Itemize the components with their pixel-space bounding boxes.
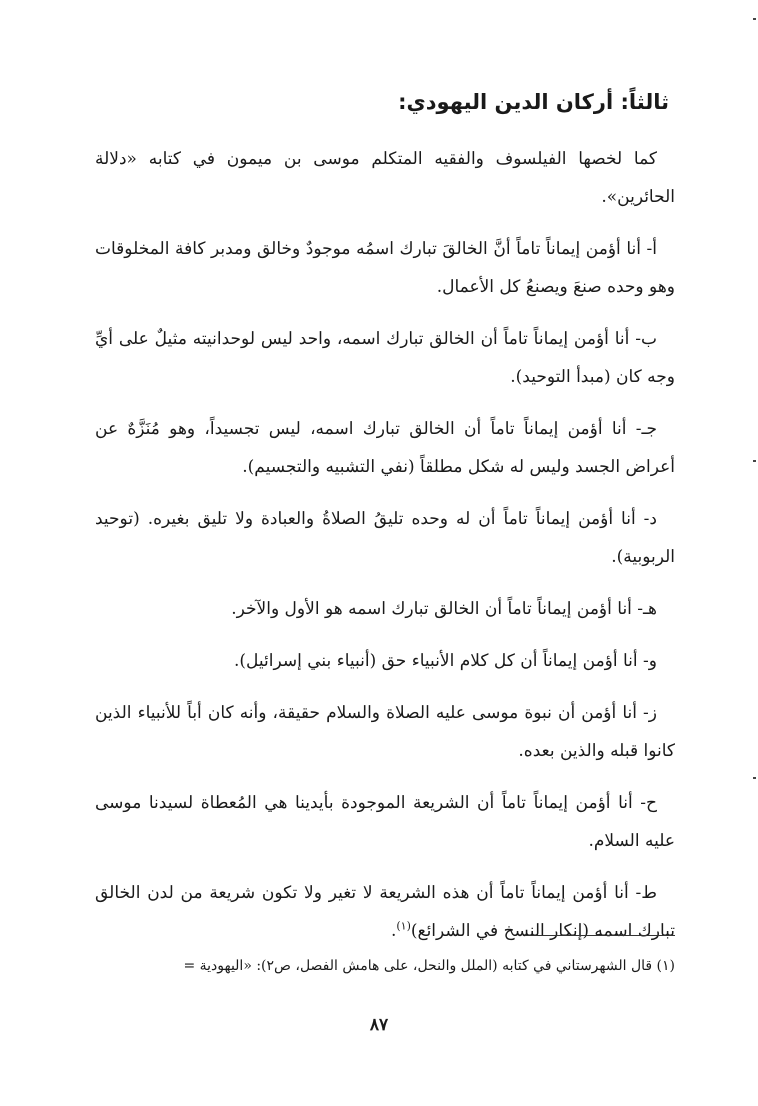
intro-paragraph: كما لخصها الفيلسوف والفقيه المتكلم موسى بن ميمون في كتابه «دلالة الحائرين». [95,149,675,207]
pillar-ba: ب- أنا أؤمن إيماناً تاماً أن الخالق تبارك اسمه، واحد ليس لوحدانيته مثيلٌ على أيِّ وجه كان (مبدأ التوحيد). [95,329,675,387]
section-heading: ثالثاً: أركان الدين اليهودي: [398,90,669,114]
pillar-tta-text: ط- أنا أؤمن إيماناً تاماً أن هذه الشريعة لا تغير ولا تكون شريعة من لدن الخالق تبارك اسمه (إنكار النسخ في الشرائع) [95,883,675,941]
footnote-reference: (١) [396,919,411,933]
page-number: ٨٧ [369,1015,389,1035]
pillar-dal: د- أنا أؤمن إيماناً تاماً أن له وحده تليقُ الصلاةُ والعبادة ولا تليق بغيره. (توحيد الربوبية). [95,509,675,567]
footnote-divider [525,935,675,936]
scan-edge-mark [753,18,756,20]
pillar-alef: أ- أنا أؤمن إيماناً تاماً أنَّ الخالقَ تبارك اسمُه موجودٌ وخالق ومدبر كافة المخلوقات وهو وحده صنعَ ويصنعُ كل الأعمال. [95,239,675,297]
scan-edge-mark [753,777,756,779]
pillar-hha: ح- أنا أؤمن إيماناً تاماً أن الشريعة الموجودة بأيدينا هي المُعطاة لسيدنا موسى عليه السلام. [95,793,675,851]
pillar-zay: ز- أنا أؤمن أن نبوة موسى عليه الصلاة والسلام حقيقة، وأنه كان أباً للأنبياء الذين كانوا قبله والذين بعده. [95,703,675,761]
pillar-tta [95,874,675,950]
pillar-jim: جـ- أنا أؤمن إيماناً تاماً أن الخالق تبارك اسمه، ليس تجسيداً، وهو مُنَزَّهٌ عن أعراض الجسد وليس له شكل مطلقاً (نفي التشبيه والتجسيم). [95,419,675,477]
scan-edge-mark [753,460,756,462]
pillar-ha: هـ- أنا أؤمن إيماناً تاماً أن الخالق تبارك اسمه هو الأول والآخر. [231,599,657,619]
document-body [95,80,675,964]
pillar-tta-end: . [390,921,397,941]
pillar-waw: و- أنا أؤمن إيماناً أن كل كلام الأنبياء حق (أنبياء بني إسرائيل). [234,651,657,671]
footnote-text: (١) قال الشهرستاني في كتابه (الملل والنحل، على هامش الفصل، ص٢): «اليهودية = [183,958,675,974]
